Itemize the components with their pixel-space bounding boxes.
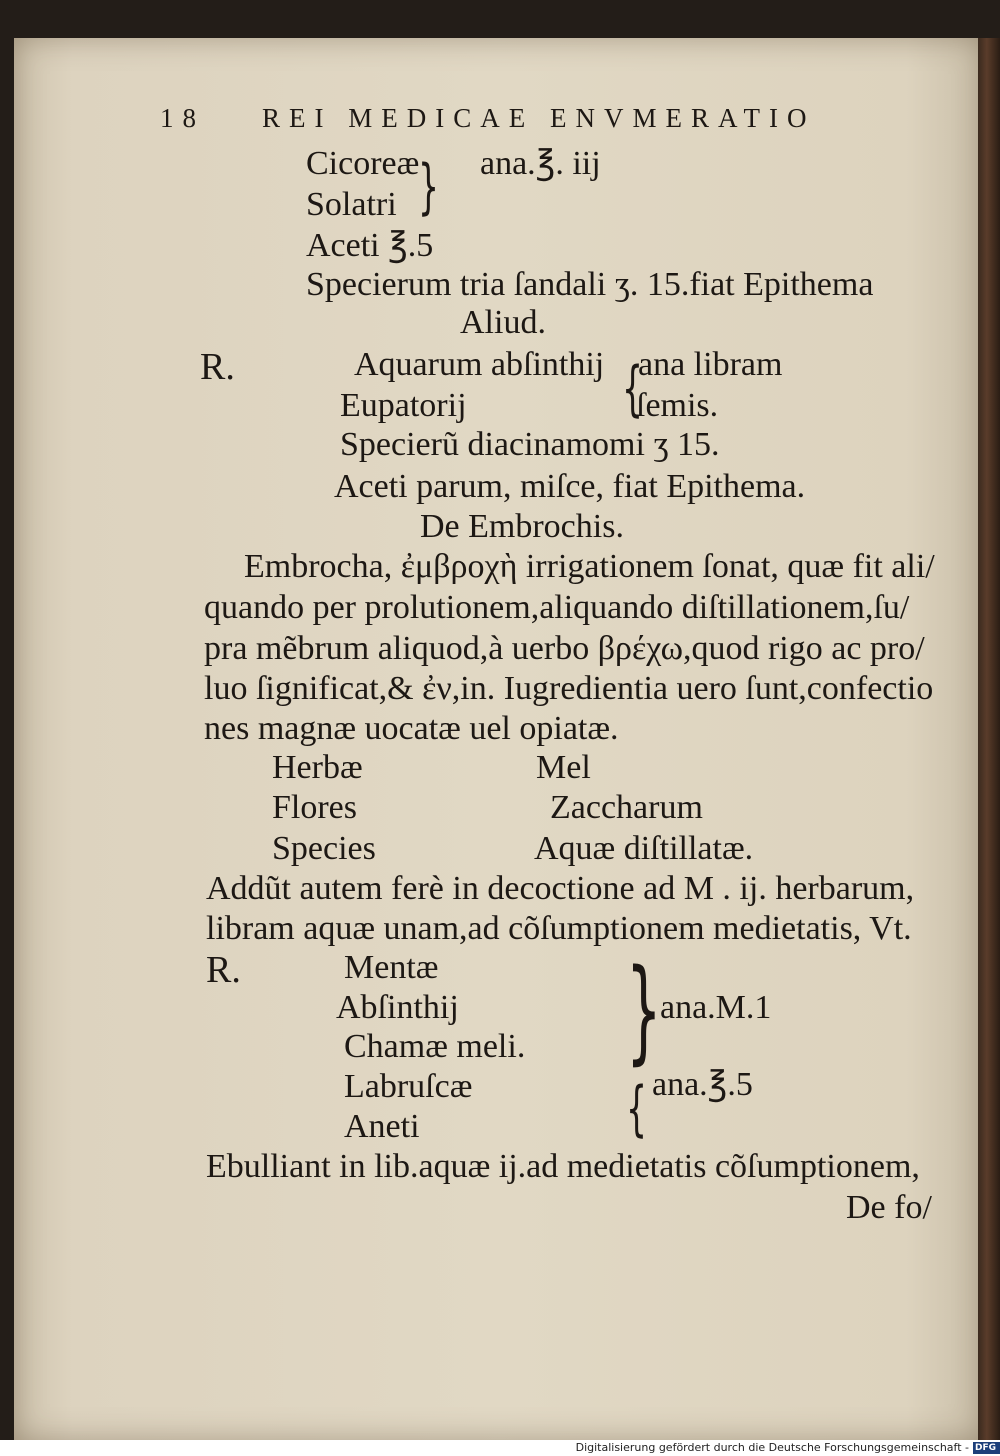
text-line: luo ſignificat,& ἐν,in. Iugredientia uero ſunt,confectio [204,670,934,707]
text-line: Ebulliant in lib.aquæ ij.ad medietatis cõſumptionem, [206,1148,920,1185]
text-line: Cicoreæ [306,145,420,182]
brace-mark: } [418,152,440,222]
text-line: Abſinthij [336,989,459,1026]
text-line: Aquæ diſtillatæ. [534,830,754,867]
text-line: Zaccharum [550,789,703,826]
text-line: Eupatorij [340,387,467,424]
footer-credit [0,1440,1000,1456]
running-head: REI MEDICAE ENVMERATIO [262,103,816,133]
text-line: Aneti [344,1108,420,1145]
brace-mark: { [622,354,644,424]
text-line: ana.℥.5 [652,1066,753,1103]
page-number: 18 [160,103,205,133]
text-line: pra mẽbrum aliquod,à uerbo βρέχω,quod rigo ac pro/ [204,630,925,667]
brace-mark: { [626,1074,648,1144]
section-heading: De Embrochis. [420,508,624,545]
text-line: Aceti parum, miſce, fiat Epithema. [334,468,806,505]
text-line: ana.M.1 [660,989,772,1026]
text-line: Addũt autem ferè in decoctione ad M . ij. herbarum, [206,870,915,907]
text-line: Embrocha, ἐμβροχὴ irrigationem ſonat, quæ fit ali/ [244,548,935,585]
text-line: Labruſcæ [344,1068,473,1105]
text-line: Mentæ [344,949,439,986]
text-line: Aquarum abſinthij [354,346,605,383]
text-line: ſemis. [636,387,719,424]
recipe-mark: R. [200,346,235,388]
text-line: ana libram [638,346,783,383]
text-line: nes magnæ uocatæ uel opiatæ. [204,710,619,747]
text-line: Flores [272,789,357,826]
text-line: Mel [536,749,591,786]
text-line: Herbæ [272,749,363,786]
brace-mark: } [626,946,662,1076]
text-line: Aliud. [460,304,546,341]
text-line: Solatri [306,186,397,223]
recipe-mark: R. [206,949,241,991]
text-line: ana.℥. iij [480,145,601,182]
dfg-logo: DFG [973,1442,1000,1454]
catchword: De fo/ [846,1189,932,1226]
text-line: Specierũ diacinamomi ʒ 15. [340,426,720,463]
text-line: Aceti ℥.5 [306,227,434,264]
text-line: Chamæ meli. [344,1028,526,1065]
footer-credit-text: Digitalisierung gefördert durch die Deutsche Forschungsgemeinschaft - [575,1441,969,1454]
book-edge [978,38,1000,1440]
text-line: Species [272,830,376,867]
text-line: libram aquæ unam,ad cõſumptionem medietatis, Vt. [206,910,912,947]
text-line: quando per prolutionem,aliquando diſtillationem,ſu/ [204,589,910,626]
text-line: Specierum tria ſandali ʒ. 15.fiat Epithema [306,266,874,303]
